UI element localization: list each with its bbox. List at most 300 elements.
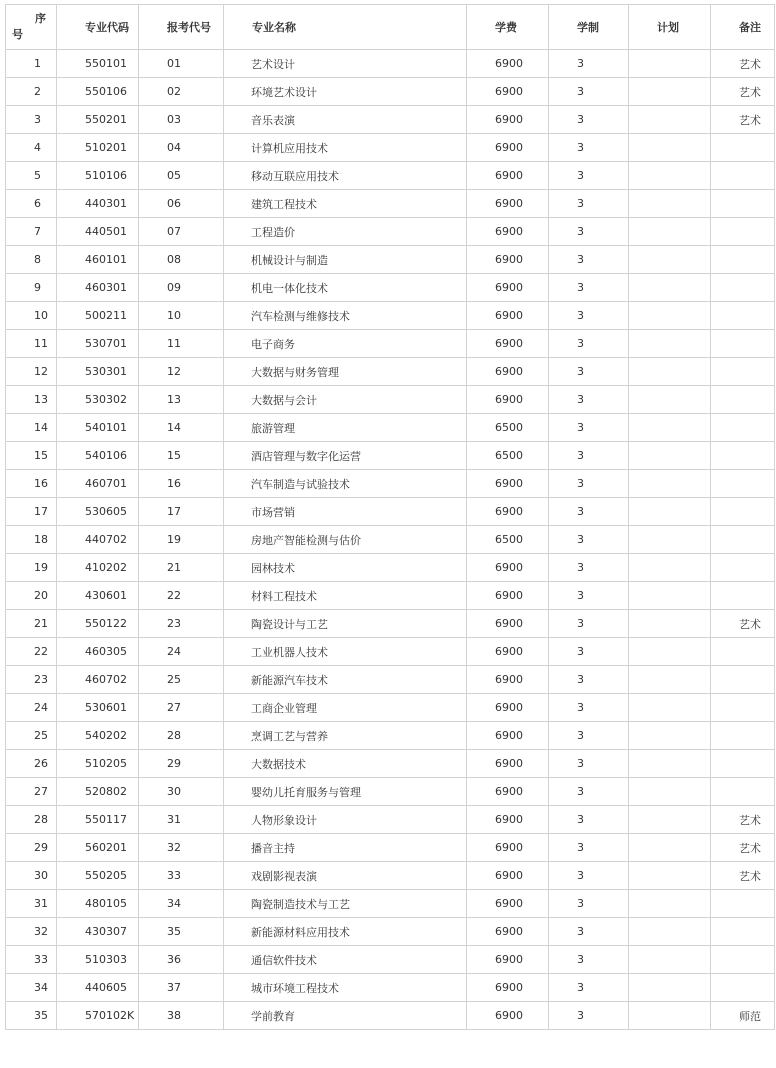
cell-major-code: 550205 <box>57 862 139 890</box>
cell-major-code: 460301 <box>57 274 139 302</box>
cell-note <box>711 666 775 694</box>
table-row <box>6 302 775 330</box>
cell-plan <box>629 638 711 666</box>
table-row <box>6 498 775 526</box>
cell-serial-number: 21 <box>6 610 57 638</box>
cell-duration: 3 <box>549 554 629 582</box>
cell-exam-code: 36 <box>139 946 224 974</box>
cell-exam-code: 17 <box>139 498 224 526</box>
cell-tuition: 6900 <box>467 722 549 750</box>
cell-exam-code: 19 <box>139 526 224 554</box>
cell-exam-code: 23 <box>139 610 224 638</box>
cell-tuition: 6500 <box>467 414 549 442</box>
cell-duration: 3 <box>549 722 629 750</box>
cell-major-name: 机电一体化技术 <box>224 274 467 302</box>
cell-serial-number: 13 <box>6 386 57 414</box>
cell-serial-number: 8 <box>6 246 57 274</box>
cell-plan <box>629 470 711 498</box>
cell-major-code: 520802 <box>57 778 139 806</box>
cell-major-name: 陶瓷制造技术与工艺 <box>224 890 467 918</box>
cell-major-code: 430307 <box>57 918 139 946</box>
table-header-row <box>6 5 775 50</box>
cell-tuition: 6900 <box>467 246 549 274</box>
table-row <box>6 862 775 890</box>
table-row <box>6 386 775 414</box>
cell-note: 艺术 <box>711 106 775 134</box>
cell-duration: 3 <box>549 106 629 134</box>
cell-major-code: 550117 <box>57 806 139 834</box>
cell-major-name: 汽车制造与试验技术 <box>224 470 467 498</box>
table-row <box>6 470 775 498</box>
cell-plan <box>629 974 711 1002</box>
cell-tuition: 6900 <box>467 358 549 386</box>
cell-major-name: 电子商务 <box>224 330 467 358</box>
header-plan: 计划 <box>629 5 711 50</box>
cell-plan <box>629 246 711 274</box>
cell-tuition: 6900 <box>467 918 549 946</box>
cell-serial-number: 9 <box>6 274 57 302</box>
table-row <box>6 358 775 386</box>
cell-duration: 3 <box>549 414 629 442</box>
cell-major-code: 460101 <box>57 246 139 274</box>
cell-note: 艺术 <box>711 50 775 78</box>
cell-duration: 3 <box>549 666 629 694</box>
cell-duration: 3 <box>549 274 629 302</box>
cell-note: 艺术 <box>711 862 775 890</box>
header-serial-line1: 序 <box>35 12 46 25</box>
cell-note <box>711 274 775 302</box>
cell-exam-code: 04 <box>139 134 224 162</box>
cell-plan <box>629 834 711 862</box>
cell-major-name: 人物形象设计 <box>224 806 467 834</box>
cell-duration: 3 <box>549 78 629 106</box>
header-serial-line2: 号 <box>12 28 23 41</box>
cell-note <box>711 638 775 666</box>
cell-tuition: 6900 <box>467 946 549 974</box>
table-row <box>6 722 775 750</box>
cell-tuition: 6900 <box>467 274 549 302</box>
table-row <box>6 330 775 358</box>
cell-note <box>711 190 775 218</box>
cell-exam-code: 12 <box>139 358 224 386</box>
cell-serial-number: 30 <box>6 862 57 890</box>
cell-duration: 3 <box>549 246 629 274</box>
cell-serial-number: 27 <box>6 778 57 806</box>
cell-plan <box>629 78 711 106</box>
header-note: 备注 <box>711 5 775 50</box>
cell-note <box>711 750 775 778</box>
cell-plan <box>629 666 711 694</box>
cell-major-code: 440702 <box>57 526 139 554</box>
cell-exam-code: 35 <box>139 918 224 946</box>
cell-plan <box>629 1002 711 1030</box>
cell-major-code: 460305 <box>57 638 139 666</box>
enrollment-table <box>5 4 775 1030</box>
cell-plan <box>629 694 711 722</box>
cell-tuition: 6900 <box>467 302 549 330</box>
table-row <box>6 834 775 862</box>
cell-exam-code: 02 <box>139 78 224 106</box>
cell-tuition: 6900 <box>467 162 549 190</box>
cell-exam-code: 14 <box>139 414 224 442</box>
cell-tuition: 6900 <box>467 582 549 610</box>
cell-serial-number: 17 <box>6 498 57 526</box>
cell-tuition: 6500 <box>467 442 549 470</box>
cell-exam-code: 27 <box>139 694 224 722</box>
cell-duration: 3 <box>549 442 629 470</box>
cell-tuition: 6900 <box>467 134 549 162</box>
cell-duration: 3 <box>549 470 629 498</box>
cell-tuition: 6900 <box>467 974 549 1002</box>
cell-major-name: 婴幼儿托育服务与管理 <box>224 778 467 806</box>
cell-plan <box>629 330 711 358</box>
header-tuition: 学费 <box>467 5 549 50</box>
cell-tuition: 6900 <box>467 498 549 526</box>
cell-major-code: 510303 <box>57 946 139 974</box>
cell-major-name: 酒店管理与数字化运营 <box>224 442 467 470</box>
cell-serial-number: 2 <box>6 78 57 106</box>
cell-major-code: 460702 <box>57 666 139 694</box>
cell-major-code: 530701 <box>57 330 139 358</box>
cell-duration: 3 <box>549 526 629 554</box>
cell-note <box>711 302 775 330</box>
cell-plan <box>629 386 711 414</box>
cell-plan <box>629 358 711 386</box>
cell-plan <box>629 582 711 610</box>
cell-major-name: 艺术设计 <box>224 50 467 78</box>
cell-major-name: 大数据技术 <box>224 750 467 778</box>
cell-exam-code: 38 <box>139 1002 224 1030</box>
header-exam-code: 报考代号 <box>139 5 224 50</box>
table-row <box>6 974 775 1002</box>
cell-exam-code: 15 <box>139 442 224 470</box>
cell-note <box>711 778 775 806</box>
cell-major-code: 460701 <box>57 470 139 498</box>
table-body <box>6 50 775 1030</box>
cell-duration: 3 <box>549 330 629 358</box>
cell-duration: 3 <box>549 50 629 78</box>
cell-major-code: 440501 <box>57 218 139 246</box>
cell-major-name: 通信软件技术 <box>224 946 467 974</box>
cell-major-name: 新能源汽车技术 <box>224 666 467 694</box>
cell-major-code: 510201 <box>57 134 139 162</box>
cell-major-name: 城市环境工程技术 <box>224 974 467 1002</box>
cell-note: 艺术 <box>711 610 775 638</box>
cell-serial-number: 1 <box>6 50 57 78</box>
cell-exam-code: 30 <box>139 778 224 806</box>
cell-major-code: 510205 <box>57 750 139 778</box>
cell-major-name: 房地产智能检测与估价 <box>224 526 467 554</box>
cell-duration: 3 <box>549 946 629 974</box>
cell-exam-code: 32 <box>139 834 224 862</box>
cell-major-code: 540202 <box>57 722 139 750</box>
cell-exam-code: 03 <box>139 106 224 134</box>
cell-note <box>711 974 775 1002</box>
cell-plan <box>629 134 711 162</box>
cell-tuition: 6900 <box>467 386 549 414</box>
cell-tuition: 6900 <box>467 610 549 638</box>
cell-note <box>711 386 775 414</box>
cell-tuition: 6900 <box>467 778 549 806</box>
cell-exam-code: 21 <box>139 554 224 582</box>
table-row <box>6 274 775 302</box>
cell-exam-code: 01 <box>139 50 224 78</box>
table-row <box>6 778 775 806</box>
cell-serial-number: 24 <box>6 694 57 722</box>
cell-exam-code: 34 <box>139 890 224 918</box>
cell-note <box>711 582 775 610</box>
cell-serial-number: 28 <box>6 806 57 834</box>
cell-major-code: 510106 <box>57 162 139 190</box>
cell-exam-code: 33 <box>139 862 224 890</box>
cell-exam-code: 28 <box>139 722 224 750</box>
table-row <box>6 218 775 246</box>
cell-plan <box>629 750 711 778</box>
cell-exam-code: 24 <box>139 638 224 666</box>
cell-tuition: 6900 <box>467 890 549 918</box>
table-row <box>6 582 775 610</box>
cell-duration: 3 <box>549 498 629 526</box>
cell-duration: 3 <box>549 750 629 778</box>
table-row <box>6 162 775 190</box>
cell-serial-number: 16 <box>6 470 57 498</box>
cell-tuition: 6900 <box>467 806 549 834</box>
cell-duration: 3 <box>549 974 629 1002</box>
cell-serial-number: 34 <box>6 974 57 1002</box>
cell-duration: 3 <box>549 386 629 414</box>
cell-major-name: 烹调工艺与营养 <box>224 722 467 750</box>
cell-exam-code: 29 <box>139 750 224 778</box>
cell-tuition: 6900 <box>467 78 549 106</box>
cell-tuition: 6900 <box>467 470 549 498</box>
cell-note <box>711 946 775 974</box>
cell-duration: 3 <box>549 890 629 918</box>
cell-exam-code: 37 <box>139 974 224 1002</box>
cell-duration: 3 <box>549 190 629 218</box>
cell-note <box>711 330 775 358</box>
cell-plan <box>629 498 711 526</box>
cell-major-code: 560201 <box>57 834 139 862</box>
cell-major-name: 新能源材料应用技术 <box>224 918 467 946</box>
cell-major-name: 市场营销 <box>224 498 467 526</box>
cell-exam-code: 09 <box>139 274 224 302</box>
cell-major-code: 550101 <box>57 50 139 78</box>
cell-note <box>711 470 775 498</box>
header-major-name: 专业名称 <box>224 5 467 50</box>
cell-tuition: 6900 <box>467 638 549 666</box>
cell-duration: 3 <box>549 162 629 190</box>
cell-major-code: 410202 <box>57 554 139 582</box>
cell-serial-number: 12 <box>6 358 57 386</box>
table-row <box>6 554 775 582</box>
cell-note: 师范 <box>711 1002 775 1030</box>
cell-serial-number: 14 <box>6 414 57 442</box>
cell-serial-number: 19 <box>6 554 57 582</box>
cell-tuition: 6900 <box>467 330 549 358</box>
cell-plan <box>629 190 711 218</box>
cell-major-name: 学前教育 <box>224 1002 467 1030</box>
cell-major-name: 大数据与会计 <box>224 386 467 414</box>
cell-tuition: 6900 <box>467 694 549 722</box>
cell-exam-code: 13 <box>139 386 224 414</box>
cell-note <box>711 918 775 946</box>
cell-exam-code: 25 <box>139 666 224 694</box>
cell-tuition: 6900 <box>467 190 549 218</box>
cell-serial-number: 23 <box>6 666 57 694</box>
cell-serial-number: 31 <box>6 890 57 918</box>
cell-tuition: 6500 <box>467 526 549 554</box>
cell-major-code: 500211 <box>57 302 139 330</box>
cell-duration: 3 <box>549 834 629 862</box>
cell-serial-number: 35 <box>6 1002 57 1030</box>
cell-serial-number: 11 <box>6 330 57 358</box>
cell-exam-code: 16 <box>139 470 224 498</box>
cell-note <box>711 722 775 750</box>
table-row <box>6 694 775 722</box>
cell-duration: 3 <box>549 918 629 946</box>
cell-major-code: 530301 <box>57 358 139 386</box>
table-row <box>6 806 775 834</box>
cell-major-name: 工业机器人技术 <box>224 638 467 666</box>
cell-plan <box>629 414 711 442</box>
cell-major-code: 540101 <box>57 414 139 442</box>
cell-plan <box>629 526 711 554</box>
cell-serial-number: 29 <box>6 834 57 862</box>
table-row <box>6 610 775 638</box>
cell-major-code: 440605 <box>57 974 139 1002</box>
cell-note <box>711 414 775 442</box>
cell-serial-number: 18 <box>6 526 57 554</box>
cell-note <box>711 554 775 582</box>
cell-duration: 3 <box>549 862 629 890</box>
cell-major-code: 570102K <box>57 1002 139 1030</box>
cell-major-code: 430601 <box>57 582 139 610</box>
cell-note <box>711 498 775 526</box>
table-row <box>6 750 775 778</box>
cell-plan <box>629 862 711 890</box>
header-major-code: 专业代码 <box>57 5 139 50</box>
cell-major-name: 汽车检测与维修技术 <box>224 302 467 330</box>
cell-major-code: 530302 <box>57 386 139 414</box>
cell-plan <box>629 554 711 582</box>
cell-major-code: 550201 <box>57 106 139 134</box>
cell-serial-number: 10 <box>6 302 57 330</box>
cell-major-name: 计算机应用技术 <box>224 134 467 162</box>
cell-plan <box>629 946 711 974</box>
cell-duration: 3 <box>549 134 629 162</box>
cell-tuition: 6900 <box>467 750 549 778</box>
cell-note <box>711 694 775 722</box>
cell-plan <box>629 610 711 638</box>
cell-note <box>711 890 775 918</box>
cell-major-code: 440301 <box>57 190 139 218</box>
cell-serial-number: 26 <box>6 750 57 778</box>
cell-major-name: 戏剧影视表演 <box>224 862 467 890</box>
cell-major-name: 旅游管理 <box>224 414 467 442</box>
cell-duration: 3 <box>549 358 629 386</box>
cell-duration: 3 <box>549 694 629 722</box>
cell-duration: 3 <box>549 778 629 806</box>
cell-duration: 3 <box>549 218 629 246</box>
cell-duration: 3 <box>549 638 629 666</box>
cell-plan <box>629 162 711 190</box>
table-row <box>6 638 775 666</box>
cell-note <box>711 442 775 470</box>
cell-major-name: 音乐表演 <box>224 106 467 134</box>
cell-major-code: 550122 <box>57 610 139 638</box>
cell-plan <box>629 918 711 946</box>
cell-exam-code: 22 <box>139 582 224 610</box>
cell-serial-number: 15 <box>6 442 57 470</box>
cell-plan <box>629 442 711 470</box>
cell-plan <box>629 890 711 918</box>
cell-serial-number: 25 <box>6 722 57 750</box>
cell-plan <box>629 50 711 78</box>
cell-tuition: 6900 <box>467 834 549 862</box>
cell-tuition: 6900 <box>467 1002 549 1030</box>
cell-note <box>711 526 775 554</box>
cell-serial-number: 22 <box>6 638 57 666</box>
cell-note <box>711 162 775 190</box>
cell-major-code: 550106 <box>57 78 139 106</box>
cell-serial-number: 3 <box>6 106 57 134</box>
cell-tuition: 6900 <box>467 554 549 582</box>
table-row <box>6 190 775 218</box>
cell-duration: 3 <box>549 610 629 638</box>
table-row <box>6 134 775 162</box>
cell-plan <box>629 806 711 834</box>
cell-plan <box>629 106 711 134</box>
cell-exam-code: 10 <box>139 302 224 330</box>
cell-exam-code: 07 <box>139 218 224 246</box>
table-row <box>6 414 775 442</box>
cell-note <box>711 358 775 386</box>
table-row <box>6 442 775 470</box>
cell-note: 艺术 <box>711 834 775 862</box>
cell-serial-number: 5 <box>6 162 57 190</box>
cell-note <box>711 134 775 162</box>
table-row <box>6 890 775 918</box>
table-row <box>6 246 775 274</box>
table-row <box>6 666 775 694</box>
table-row <box>6 106 775 134</box>
cell-serial-number: 4 <box>6 134 57 162</box>
cell-tuition: 6900 <box>467 218 549 246</box>
cell-plan <box>629 722 711 750</box>
cell-note <box>711 246 775 274</box>
cell-major-name: 工程造价 <box>224 218 467 246</box>
cell-plan <box>629 778 711 806</box>
cell-major-name: 陶瓷设计与工艺 <box>224 610 467 638</box>
cell-serial-number: 6 <box>6 190 57 218</box>
cell-exam-code: 31 <box>139 806 224 834</box>
cell-tuition: 6900 <box>467 106 549 134</box>
cell-duration: 3 <box>549 582 629 610</box>
cell-serial-number: 20 <box>6 582 57 610</box>
cell-major-code: 480105 <box>57 890 139 918</box>
cell-major-name: 环境艺术设计 <box>224 78 467 106</box>
cell-major-code: 540106 <box>57 442 139 470</box>
cell-major-name: 园林技术 <box>224 554 467 582</box>
cell-duration: 3 <box>549 806 629 834</box>
cell-tuition: 6900 <box>467 862 549 890</box>
cell-major-name: 移动互联应用技术 <box>224 162 467 190</box>
cell-major-code: 530605 <box>57 498 139 526</box>
cell-tuition: 6900 <box>467 666 549 694</box>
table-row <box>6 526 775 554</box>
cell-plan <box>629 274 711 302</box>
cell-major-name: 大数据与财务管理 <box>224 358 467 386</box>
